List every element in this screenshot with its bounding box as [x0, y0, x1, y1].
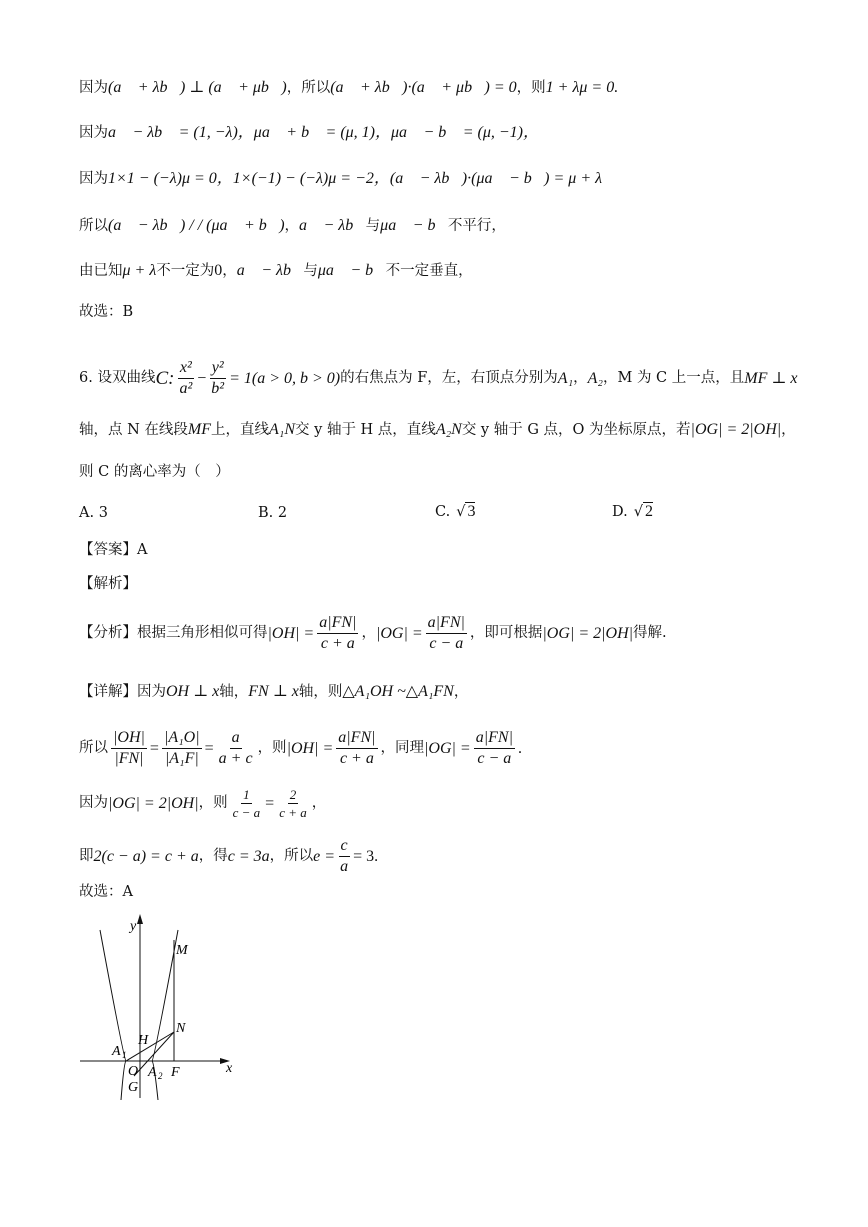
detail-line-4 — [79, 838, 378, 875]
numerator: c — [339, 838, 350, 857]
option-text: A. 3 — [79, 505, 108, 521]
text: ，所以 — [269, 848, 314, 865]
math-expr: a⃗ − λb⃗ = (1, −λ)，μa⃗ + b⃗ = (μ, 1)，μa⃗ − b⃗ = (μ, −1)， — [108, 124, 540, 141]
text: ，则 — [257, 740, 287, 757]
label-n: N — [176, 1021, 186, 1036]
math-expr: (a⃗ + λb⃗) ⊥ (a⃗ + μb⃗) — [108, 79, 287, 96]
text: ， — [311, 795, 327, 812]
denominator: c − a — [429, 635, 464, 652]
math-expr: = — [265, 794, 275, 812]
denominator: |FN| — [114, 750, 144, 767]
text: 由已知 — [79, 262, 123, 279]
text: ， — [222, 262, 237, 279]
text: ， — [361, 625, 376, 642]
text: 因为 — [79, 79, 108, 96]
answer-label: 【答案】A — [79, 542, 148, 558]
math-expr: |OG| = 2|OH| — [542, 624, 634, 642]
denominator: a² — [179, 380, 193, 397]
analysis-heading — [79, 577, 137, 592]
denominator: |A₁F| — [164, 750, 199, 767]
math-expr: μa⃗ − b⃗ — [380, 217, 448, 234]
label-o: O — [128, 1064, 139, 1079]
option-d: D. √ 2 — [612, 503, 653, 520]
question-number: 6. 设双曲线 — [79, 370, 156, 387]
label-a1-sub: 1 — [122, 1050, 127, 1060]
text: 因为 — [79, 170, 108, 187]
label-a2-sub: 2 — [158, 1071, 163, 1081]
text: 与 — [365, 217, 381, 234]
text: 因为 — [79, 795, 108, 812]
fraction — [162, 730, 202, 767]
text: 交 y 轴于 G 点，O 为坐标原点，若 — [461, 421, 691, 438]
denominator: c + a — [320, 635, 355, 652]
text-line-5 — [79, 263, 473, 279]
math-expr: . — [517, 739, 522, 757]
math-expr: |OH| = — [286, 739, 334, 757]
math-expr: 1×1 − (−λ)μ = 0，1×(−1) − (−λ)μ = −2，(a⃗ − λb⃗)·(μa⃗ − b⃗) = μ + λ — [108, 170, 603, 187]
label-f: F — [171, 1065, 180, 1080]
math-expr: c = 3a — [227, 847, 270, 865]
text: 所以 — [79, 217, 108, 234]
fraction — [177, 360, 194, 397]
text: 故选：B — [79, 304, 134, 320]
text: 轴，则 — [298, 683, 343, 700]
text-line-2 — [79, 125, 539, 141]
math-expr: |OG| = 2|OH| — [690, 421, 782, 438]
math-expr: A₂ — [587, 369, 603, 387]
line-a1n — [126, 1032, 174, 1061]
sqrt-value: 2 — [644, 503, 653, 520]
math-expr: |OG| = — [424, 739, 471, 757]
text-line-6 — [79, 305, 133, 320]
text: 即 — [79, 848, 94, 865]
math-expr: (a⃗ − λb⃗) / / (μa⃗ + b⃗) — [108, 217, 285, 234]
math-expr: △A₁OH ~△A₁FN — [342, 683, 454, 700]
math-expr: MF — [187, 421, 212, 438]
text: ，即可根据 — [469, 625, 543, 642]
math-expr: (a⃗ + λb⃗)·(a⃗ + μb⃗) = 0 — [330, 79, 517, 96]
text: 不平行， — [447, 217, 506, 234]
math-expr: A₁ — [557, 369, 574, 387]
math-expr: OH ⊥ x — [166, 683, 220, 700]
text: 不一定垂直， — [385, 262, 473, 279]
numerator: a — [230, 730, 242, 749]
denominator: c − a — [477, 750, 512, 767]
text: ，所以 — [286, 79, 331, 96]
label-h: H — [138, 1033, 149, 1048]
detail-line-3 — [79, 788, 326, 819]
numerator: 2 — [289, 787, 297, 802]
denominator: b² — [211, 380, 225, 397]
math-expr: |OG| = 2|OH| — [108, 794, 199, 812]
numerator: a|FN| — [426, 615, 467, 634]
numerator: x² — [178, 360, 194, 379]
y-axis-arrow — [137, 914, 143, 924]
text: 则 C 的离心率为（ ） — [79, 464, 230, 480]
question-6-line-1 — [79, 360, 798, 397]
analysis-line — [79, 615, 667, 652]
text: 因为 — [79, 124, 108, 141]
denominator: c + a — [279, 805, 307, 820]
fraction — [426, 615, 467, 652]
math-expr: = 3. — [353, 847, 379, 865]
numerator: |OH| — [111, 730, 147, 749]
option-label: D. — [612, 503, 628, 520]
math-expr: A₁N — [269, 421, 296, 438]
denominator: a — [340, 858, 349, 875]
math-expr: FN ⊥ x — [248, 683, 299, 700]
math-expr: e = — [313, 847, 336, 865]
text-line-4 — [79, 218, 506, 234]
text: 轴，点 N 在线段 — [79, 421, 188, 438]
fraction — [338, 838, 350, 875]
analysis-label: 【解析】 — [79, 576, 137, 592]
math-expr: = — [204, 739, 214, 757]
fraction — [336, 730, 377, 767]
text: 【分析】根据三角形相似可得 — [79, 625, 268, 642]
numerator: a|FN| — [317, 615, 358, 634]
label-x: x — [226, 1061, 233, 1076]
text: 上，直线 — [211, 421, 270, 438]
math-expr: 1 + λμ = 0. — [545, 79, 619, 96]
fraction — [317, 615, 358, 652]
text: ， — [453, 683, 469, 700]
math-expr: |OH| = — [267, 624, 315, 642]
fraction — [111, 730, 147, 767]
text-line-1 — [79, 80, 618, 96]
fraction — [217, 730, 255, 767]
question-6-line-3 — [79, 465, 230, 480]
math-expr: |OG| = — [375, 624, 423, 642]
option-b — [258, 505, 287, 521]
text: 的右焦点为 F，左，右顶点分别为 — [340, 370, 558, 387]
fraction — [209, 360, 226, 397]
label-a2: A — [148, 1065, 157, 1080]
text: 所以 — [79, 740, 108, 757]
math-expr: 0 — [214, 262, 223, 279]
hyperbola-left-branch — [100, 930, 126, 1100]
text: 不一定为 — [156, 262, 215, 279]
math-expr: a⃗ − λb⃗ — [299, 217, 366, 234]
text: ，同理 — [380, 740, 425, 757]
option-c: C. √ 3 — [435, 503, 476, 520]
text: 轴， — [219, 683, 249, 700]
text: ，M 为 C 上一点，且 — [602, 370, 745, 387]
detail-line-2 — [79, 730, 522, 767]
text: ， — [573, 370, 588, 387]
hyperbola-figure — [78, 910, 248, 1110]
text: ，则 — [198, 795, 228, 812]
text-line-3 — [79, 171, 602, 187]
math-expr: a⃗ − λb⃗ — [236, 262, 304, 279]
label-m: M — [176, 943, 188, 958]
fraction — [231, 788, 263, 819]
denominator: a + c — [218, 750, 253, 767]
detail-line-1 — [79, 684, 468, 700]
math-expr: − — [197, 369, 207, 387]
math-expr: C: — [155, 368, 175, 389]
numerator: a|FN| — [474, 730, 515, 749]
fraction — [277, 788, 309, 819]
option-text: B. 2 — [258, 505, 288, 521]
text: 交 y 轴于 H 点，直线 — [295, 421, 436, 438]
text: ， — [781, 421, 796, 438]
denominator: c − a — [232, 805, 261, 820]
label-a1: A — [112, 1044, 121, 1059]
text: ，得 — [198, 848, 228, 865]
text: 得解. — [633, 625, 667, 642]
option-label: C. — [435, 503, 451, 520]
question-6-line-2 — [79, 422, 796, 438]
math-expr: = — [149, 739, 159, 757]
denominator: c + a — [339, 750, 374, 767]
math-expr: = 1(a > 0, b > 0) — [229, 369, 341, 387]
math-expr: μ + λ — [122, 262, 157, 279]
text: ，则 — [516, 79, 546, 96]
math-expr: A₂N — [435, 421, 462, 438]
option-a — [79, 505, 108, 521]
math-expr: 2(c − a) = c + a — [93, 847, 199, 865]
detail-line-5 — [79, 885, 133, 900]
numerator: |A₁O| — [162, 730, 202, 749]
fraction — [474, 730, 515, 767]
text: 与 — [303, 262, 318, 279]
text: 【详解】因为 — [79, 683, 166, 700]
numerator: a|FN| — [336, 730, 377, 749]
sqrt-value: 3 — [467, 503, 476, 520]
numerator: 1 — [243, 787, 250, 802]
math-expr: μa⃗ − b⃗ — [317, 262, 386, 279]
answer-line — [79, 543, 147, 558]
numerator: y² — [210, 360, 226, 379]
text: ， — [284, 217, 300, 234]
label-g: G — [128, 1080, 139, 1095]
label-y: y — [130, 919, 137, 934]
text: 故选：A — [79, 884, 133, 900]
math-expr: MF ⊥ x — [744, 369, 798, 387]
